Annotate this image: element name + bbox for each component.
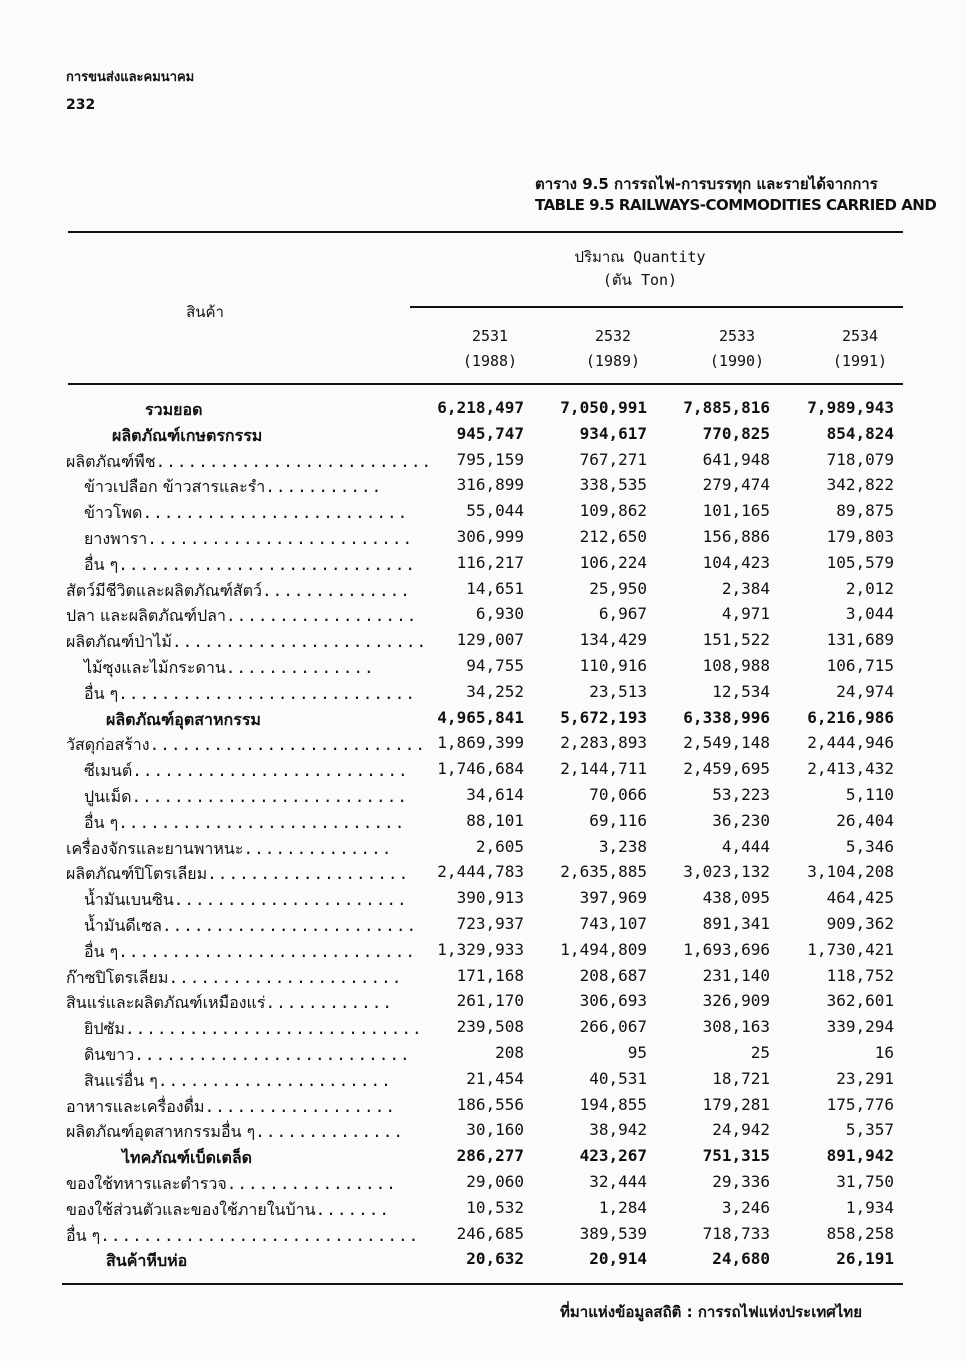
value-cell: 40,531 [589,1068,647,1088]
value-cell: 342,822 [826,475,894,495]
table-row [0,1017,966,1043]
value-cell: 108,988 [702,656,770,675]
table-row [0,733,966,759]
table-row [0,501,966,527]
row-label [84,501,409,526]
row-label [145,398,203,423]
value-cell: 25 [750,1043,770,1062]
value-cell: 109,862 [579,501,647,521]
value-cell: 118,752 [826,965,894,985]
value-cell: 3,044 [845,604,894,624]
value-cell: 718,733 [702,1223,770,1243]
value-cell: 239,508 [456,1017,524,1037]
value-cell: 134,429 [579,630,647,650]
table-title-english: TABLE 9.5 RAILWAYS-COMMODITIES CARRIED AND [535,196,937,214]
row-label [122,1146,252,1171]
table-title-thai: ตาราง 9.5 การรถไฟ-การบรรทุก และรายได้จากการ [535,175,878,193]
value-cell: 29,336 [712,1172,770,1191]
row-label [66,862,410,887]
value-cell: 2,635,885 [560,862,647,882]
row-label [66,630,428,655]
table-row [0,888,966,914]
value-cell: 26,404 [836,810,894,830]
table-row [0,604,966,630]
page-number: 232 [66,97,96,113]
value-cell: 795,159 [456,449,524,469]
value-cell: 5,357 [845,1120,894,1140]
table-row [0,708,966,734]
row-label-text: ผลิตภัณฑ์อุตสาหกรรมอื่น ๆ [66,1122,256,1142]
row-label [66,604,418,629]
value-cell: 261,170 [456,991,524,1011]
value-cell: 891,942 [826,1146,894,1166]
row-label [84,553,416,578]
table-row [0,837,966,863]
value-cell: 26,191 [836,1249,894,1269]
year-column-1988 [440,324,540,374]
value-cell: 10,532 [466,1197,524,1217]
value-cell: 3,238 [598,836,647,856]
table-row [0,991,966,1017]
value-cell: 770,825 [702,423,770,443]
value-cell: 89,875 [836,501,894,521]
source-note: ที่มาแห่งข้อมูลสถิติ : การรถไฟแห่งประเทศไทย [560,1303,862,1321]
year-column-1989 [563,324,663,374]
value-cell: 390,913 [456,888,524,908]
row-label [84,914,418,939]
row-label [66,450,433,475]
value-cell: 6,930 [475,604,524,624]
value-cell: 2,012 [845,578,894,598]
row-label [66,991,394,1016]
header-bottom-rule [68,383,903,385]
value-cell: 3,246 [721,1197,770,1217]
value-cell: 88,101 [466,810,524,830]
value-cell: 94,755 [466,656,524,675]
value-cell: 2,144,711 [560,759,647,779]
row-label-text: ยิปซัม [84,1019,125,1039]
dot-leader: ............................ [118,941,416,961]
value-cell: 24,974 [836,681,894,701]
value-cell: 5,110 [845,785,894,804]
value-cell: 945,747 [456,423,524,443]
value-cell: 2,444,783 [437,862,524,882]
value-cell: 25,950 [589,578,647,598]
value-cell: 2,283,893 [560,733,647,753]
row-label [106,1249,187,1274]
row-label-text: อื่น ๆ [84,683,119,703]
value-cell: 231,140 [702,965,770,985]
value-cell: 24,680 [712,1249,770,1269]
value-cell: 2,384 [721,578,770,598]
dot-leader: ...................... [173,890,408,910]
value-cell: 5,346 [845,836,894,856]
value-cell: 31,750 [836,1172,894,1191]
value-cell: 246,685 [456,1223,524,1243]
row-label-text: สินแร่และผลิตภัณฑ์เหมืองแร่ [66,993,266,1013]
value-cell: 308,163 [702,1017,770,1037]
table-row [0,966,966,992]
value-cell: 286,277 [456,1146,524,1166]
dot-leader: .......................... [132,761,409,781]
row-label [84,682,416,707]
row-label-text: ข้าวเปลือก ข้าวสารและรำ [84,477,266,497]
value-cell: 208 [495,1043,524,1062]
row-label [84,811,406,836]
row-label-text: ของใช้ทหารและตำรวจ [66,1174,227,1193]
year-ce: (1991) [832,352,888,370]
value-cell: 389,539 [579,1223,647,1243]
row-label-text: ผลิตภัณฑ์ป่าไม้ [66,632,172,652]
row-label-text: สินแร่อื่น ๆ [84,1070,158,1090]
value-cell: 34,252 [466,681,524,701]
value-cell: 266,067 [579,1017,647,1037]
value-cell: 7,989,943 [807,398,894,417]
commodity-column-label: สินค้า [186,303,224,321]
value-cell: 171,168 [456,965,524,985]
row-label [112,424,262,449]
row-label-text: ปูนเม็ด [84,787,132,806]
value-cell: 24,942 [712,1120,770,1140]
dot-leader: .............. [262,580,411,600]
row-label-text: อื่น ๆ [66,1225,101,1245]
value-cell: 106,715 [826,656,894,675]
dot-leader: .............. [255,1122,405,1142]
value-cell: 70,066 [589,785,647,804]
dot-leader: ......................... [147,529,414,548]
value-cell: 2,459,695 [683,759,770,779]
value-cell: 4,444 [721,836,770,856]
table-row [0,630,966,656]
value-cell: 14,651 [466,578,524,598]
table-row [0,785,966,811]
table-row [0,1249,966,1275]
dot-leader: ............................ [118,554,416,574]
value-cell: 338,535 [579,475,647,495]
row-label [84,1017,423,1042]
row-label [84,785,408,810]
value-cell: 4,965,841 [437,707,524,727]
row-label [66,1198,391,1223]
value-cell: 6,216,986 [807,707,894,727]
value-cell: 30,160 [466,1120,524,1140]
value-cell: 1,934 [845,1197,894,1217]
value-cell: 641,948 [702,449,770,469]
row-label-text: ผลิตภัณฑ์อุตสาหกรรม [106,709,261,729]
row-label [84,759,409,784]
row-label-text: ของใช้ส่วนตัวและของใช้ภายในบ้าน [66,1199,316,1219]
row-label-text: ดินขาว [84,1045,135,1064]
value-cell: 116,217 [456,552,524,572]
table-row [0,450,966,476]
row-label [66,837,393,862]
row-label [66,966,403,991]
value-cell: 20,632 [466,1249,524,1269]
year-column-1990 [687,324,787,374]
row-label [84,656,375,681]
value-cell: 208,687 [579,965,647,985]
dot-leader: ............................ [124,1019,423,1039]
value-cell: 53,223 [712,785,770,804]
row-label-text: ยางพารา [84,529,148,548]
year-ce: (1988) [462,352,518,370]
value-cell: 858,258 [826,1223,894,1243]
value-cell: 2,605 [475,836,524,856]
row-label-text: น้ำมันดีเซล [84,916,162,935]
row-label-text: สินค้าหีบห่อ [106,1251,188,1271]
value-cell: 23,513 [589,681,647,701]
table-row [0,1095,966,1121]
table-row [0,940,966,966]
value-cell: 6,967 [598,604,647,624]
row-label-text: ข้าวโพด [84,503,143,523]
value-cell: 131,689 [826,630,894,650]
dot-leader: ...................... [157,1070,392,1090]
table-row [0,759,966,785]
dot-leader: .................. [204,1096,396,1116]
dot-leader: ....... [315,1199,391,1219]
dot-leader: .......................... [131,787,408,806]
year-be: 2534 [841,327,879,345]
value-cell: 326,909 [702,991,770,1011]
quantity-header [560,246,720,292]
value-cell: 36,230 [712,810,770,830]
table-row [0,1069,966,1095]
value-cell: 151,522 [702,630,770,650]
bottom-rule [62,1283,903,1285]
row-label-text: ก๊าซปิโตรเลียม [66,967,169,987]
table-row [0,398,966,424]
table-row [0,1172,966,1198]
value-cell: 1,284 [598,1197,647,1217]
table-row [0,424,966,450]
value-cell: 3,023,132 [683,862,770,882]
year-be: 2533 [718,327,756,345]
value-cell: 2,413,432 [807,759,894,779]
dot-leader: .............. [243,838,393,858]
value-cell: 194,855 [579,1094,647,1114]
dot-leader: .............. [225,658,375,677]
value-cell: 4,971 [721,604,770,624]
row-label-text: ไทคภัณฑ์เบ็ดเตล็ด [122,1148,253,1168]
table-row [0,1146,966,1172]
row-label-text: ผลิตภัณฑ์เกษตรกรรม [112,425,263,445]
table-row [0,1043,966,1069]
value-cell: 362,601 [826,991,894,1011]
value-cell: 1,494,809 [560,939,647,959]
row-label-text: เครื่องจักรและยานพาหนะ [66,838,244,858]
value-cell: 186,556 [456,1094,524,1114]
row-label [84,1069,392,1094]
value-cell: 464,425 [826,888,894,908]
row-label-text: สัตว์มีชีวิตและผลิตภัณฑ์สัตว์ [66,580,263,600]
value-cell: 723,937 [456,914,524,933]
dot-leader: ........... [265,477,383,497]
value-cell: 751,315 [702,1146,770,1166]
value-cell: 5,672,193 [560,707,647,727]
value-cell: 55,044 [466,501,524,521]
value-cell: 7,885,816 [683,398,770,417]
value-cell: 891,341 [702,914,770,933]
value-cell: 20,914 [589,1249,647,1269]
value-cell: 7,050,991 [560,398,647,417]
value-cell: 306,693 [579,991,647,1011]
row-label-text: น้ำมันเบนซิน [84,890,174,910]
dot-leader: .......................... [155,451,433,471]
value-cell: 339,294 [826,1017,894,1037]
dot-leader: .......................... [134,1045,411,1064]
value-cell: 1,869,399 [437,733,524,753]
value-cell: 101,165 [702,501,770,521]
row-label-text: อื่น ๆ [84,941,119,961]
value-cell: 16 [874,1043,894,1062]
dot-leader: ............................ [118,683,416,703]
value-cell: 175,776 [826,1094,894,1114]
value-cell: 34,614 [466,785,524,804]
row-label [84,940,416,965]
row-label [66,1120,405,1145]
value-cell: 179,803 [826,527,894,546]
unit-label: (ตัน Ton) [602,271,678,289]
running-header: การขนส่งและคมนาคม [66,70,195,85]
value-cell: 743,107 [579,914,647,933]
value-cell: 909,362 [826,914,894,933]
row-label-text: ปลา และผลิตภัณฑ์ปลา [66,606,226,626]
row-label-text: ไม้ซุงและไม้กระดาน [84,658,226,677]
value-cell: 1,746,684 [437,759,524,779]
year-ce: (1989) [585,352,641,370]
value-cell: 23,291 [836,1068,894,1088]
value-cell: 129,007 [456,630,524,650]
value-cell: 156,886 [702,527,770,546]
table-row [0,682,966,708]
dot-leader: .................. [225,606,418,626]
row-label [66,1095,396,1120]
value-cell: 69,116 [589,810,647,830]
value-cell: 438,095 [702,888,770,908]
dot-leader: ............ [265,993,394,1013]
row-label-text: รวมยอด [145,400,203,419]
value-cell: 279,474 [702,475,770,495]
dot-leader: ................... [207,864,410,884]
dot-leader: .......................... [149,735,427,755]
value-cell: 1,730,421 [807,939,894,959]
value-cell: 32,444 [589,1172,647,1191]
year-ce: (1990) [709,352,765,370]
row-label-text: อาหารและเครื่องดื่ม [66,1096,205,1116]
value-cell: 212,650 [579,527,647,546]
table-row [0,527,966,553]
dot-leader: .............................. [100,1225,420,1245]
value-cell: 110,916 [579,656,647,675]
value-cell: 95 [627,1043,647,1062]
value-cell: 38,942 [589,1120,647,1140]
value-cell: 1,329,933 [437,939,524,959]
year-be: 2532 [594,327,632,345]
value-cell: 3,104,208 [807,862,894,882]
row-label [84,1043,411,1068]
value-cell: 105,579 [826,552,894,572]
dot-leader: ...................... [168,967,403,987]
header-subrule [410,306,903,308]
value-cell: 718,079 [826,449,894,469]
row-label-text: ซีเมนต์ [84,761,133,781]
quantity-label: ปริมาณ Quantity [574,248,706,266]
row-label-text: ผลิตภัณฑ์พืช [66,451,156,471]
year-column-1991 [810,324,910,374]
row-label [84,527,414,552]
dot-leader: ........................ [171,632,428,652]
top-rule [68,231,903,233]
table-row [0,579,966,605]
table-row [0,656,966,682]
row-label-text: วัสดุก่อสร้าง [66,735,150,755]
value-cell: 423,267 [579,1146,647,1166]
value-cell: 397,969 [579,888,647,908]
table-row [0,1224,966,1250]
row-label [66,1172,397,1197]
value-cell: 6,218,497 [437,398,524,417]
value-cell: 934,617 [579,423,647,443]
row-label [84,888,408,913]
dot-leader: ........................... [118,812,406,832]
row-label [84,475,383,500]
dot-leader: ........................ [161,916,418,935]
value-cell: 12,534 [712,681,770,701]
table-row [0,1120,966,1146]
table-row [0,862,966,888]
row-label [66,579,411,604]
value-cell: 1,693,696 [683,939,770,959]
table-row [0,553,966,579]
table-row [0,1198,966,1224]
dot-leader: ......................... [142,503,409,523]
value-cell: 21,454 [466,1068,524,1088]
value-cell: 106,224 [579,552,647,572]
year-be: 2531 [471,327,509,345]
row-label-text: อื่น ๆ [84,812,119,832]
value-cell: 18,721 [712,1068,770,1088]
row-label [106,708,261,733]
value-cell: 2,444,946 [807,733,894,753]
row-label-text: ผลิตภัณฑ์ปิโตรเลียม [66,864,208,884]
value-cell: 854,824 [826,423,894,443]
table-row [0,914,966,940]
value-cell: 306,999 [456,527,524,546]
row-label [66,733,427,758]
table-row [0,811,966,837]
value-cell: 104,423 [702,552,770,572]
dot-leader: ................ [226,1174,397,1193]
row-label [66,1224,420,1249]
value-cell: 767,271 [579,449,647,469]
value-cell: 179,281 [702,1094,770,1114]
value-cell: 316,899 [456,475,524,495]
value-cell: 29,060 [466,1172,524,1191]
value-cell: 2,549,148 [683,733,770,753]
value-cell: 6,338,996 [683,707,770,727]
table-row [0,475,966,501]
row-label-text: อื่น ๆ [84,554,119,574]
